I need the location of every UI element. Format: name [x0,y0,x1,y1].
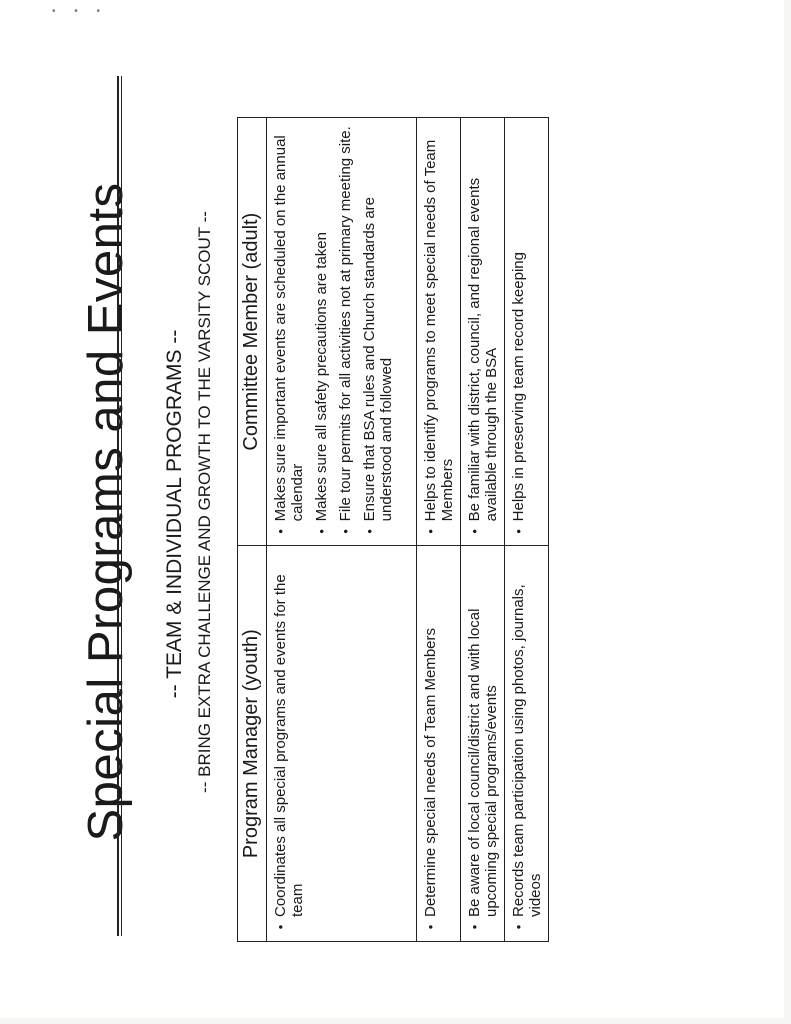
youth-cell [461,546,505,942]
bullet-item: • File tour permits for all activities not at primary meeting site. [337,124,354,541]
bullet-icon: • [467,924,482,930]
header-program-manager: Program Manager (youth) [238,546,267,942]
bullet-icon: • [273,924,288,930]
bullet-icon: • [423,924,438,930]
youth-cell [417,546,461,942]
table-row [461,118,505,942]
bullet-item: • Records team participation using photos, journals, videos [510,552,544,937]
bullet-item: • Coordinates all special programs and events for the team [272,552,306,937]
header-committee-member: Committee Member (adult) [238,118,267,546]
bullet-item: • Ensure that BSA rules and Church standards are understood and followed [361,124,395,541]
bullet-icon: • [314,529,329,534]
title-rule-thin [121,76,122,936]
adult-cell [417,118,461,546]
bullet-icon: • [467,529,482,534]
table-header-row [238,118,267,942]
bullet-icon: • [362,529,377,534]
bullet-item: • Helps to identify programs to meet special needs of Team Members [422,124,456,541]
youth-cell [267,546,417,942]
adult-cell [461,118,505,546]
bullet-icon: • [511,529,526,534]
title-rule-thick [117,76,119,936]
bullet-icon: • [273,529,288,534]
adult-cell [505,118,549,546]
adult-cell [267,118,417,546]
bullet-icon: • [423,529,438,534]
bullet-item: • Be aware of local council/district and with local upcoming special programs/events [466,552,500,937]
scan-specks: • • • [52,6,109,17]
table-row [417,118,461,942]
bullet-icon: • [511,924,526,930]
bullet-item: • Helps in preserving team record keeping [510,124,527,541]
subtitle-challenge: -- BRING EXTRA CHALLENGE AND GROWTH TO THE VARSITY SCOUT -- [195,211,214,793]
responsibilities-table [237,117,549,942]
bullet-item: • Be familiar with district, council, and regional events available through the BSA [466,124,500,541]
youth-cell [505,546,549,942]
bullet-icon: • [338,529,353,534]
page-title: Special Programs and Events [79,182,133,842]
bullet-item: • Determine special needs of Team Members [422,552,439,937]
bullet-item: • Makes sure all safety precautions are taken [313,124,330,541]
bullet-item: • Makes sure important events are scheduled on the annual calendar [272,124,306,541]
table-row [267,118,417,942]
table-row [505,118,549,942]
subtitle-programs: -- TEAM & INDIVIDUAL PROGRAMS -- [163,329,186,699]
